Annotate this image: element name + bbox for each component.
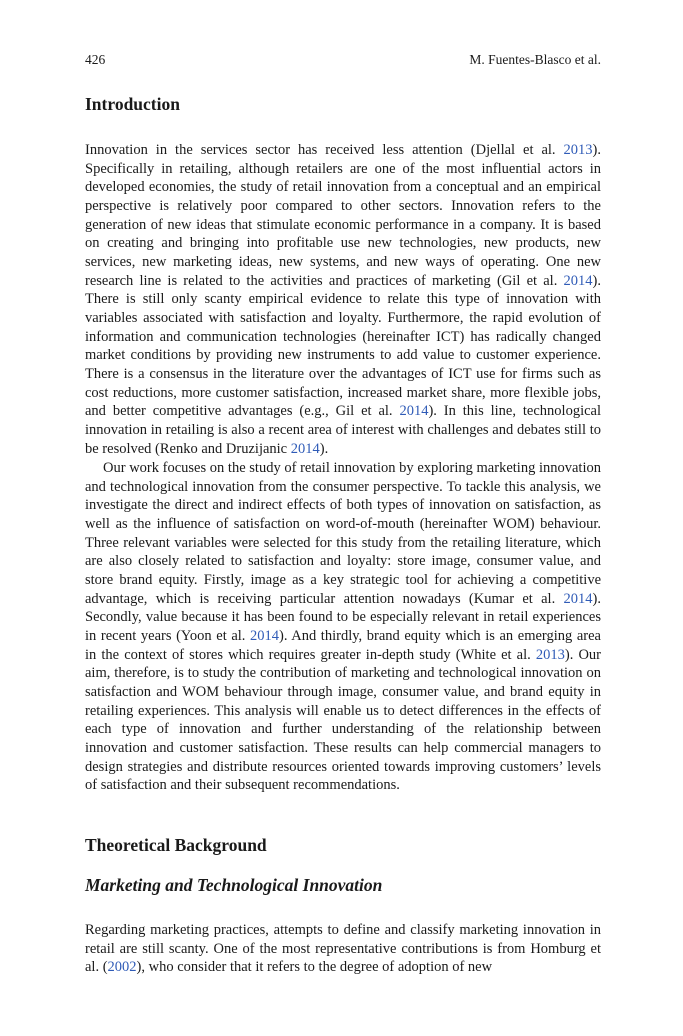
running-author: M. Fuentes-Blasco et al. (469, 52, 601, 67)
paragraph-3 (85, 921, 601, 977)
citation-link[interactable]: 2013 (535, 646, 565, 663)
citation-link[interactable]: 2014 (563, 272, 593, 289)
text-run: ). Our aim, therefore, is to study the contribution of marketing and technological innovation on satisfaction and WOM behaviour through image, consumer value, and brand equity in retailing experiences. This analysis will enable us to detect differences in the effects of each type of innovation and further understanding of the relationship between innovation and customer satisfaction. These results can help commercial managers to design strategies and distribute resources oriented towards improving customers’ levels of satisfaction and their subsequent recommendations. (85, 646, 601, 794)
subsection-title: Marketing and Technological Innovation (85, 875, 383, 895)
text-run: ). And thirdly, brand equity which is an emerging area in the context of stores which requires greater in-depth study (White et al. (85, 627, 601, 663)
citation-link[interactable]: 2013 (563, 142, 593, 158)
section-title-theoretical-background: Theoretical Background (85, 835, 267, 855)
page-number: 426 (85, 52, 106, 67)
paragraph-1 (85, 141, 601, 458)
text-run: Our work focuses on the study of retail innovation by exploring marketing innovation and technological innovation from the consumer perspective. To tackle this analysis, we investigate the direct and indirect effects of both types of innovation on satisfaction, as well as the influence of satisfaction on word-of-mouth (hereinafter WOM) behaviour. Three relevant variables were selected for this study from the retailing literature, which are also closely related to satisfaction and loyalty: store image, consumer value, and store brand equity. Firstly, image as a key strategic tool for achieving a competitive advantage, which is receiving particular attention nowadays (Kumar et al. (85, 460, 601, 607)
text-run: ), who consider that it refers to the degree of adoption of new (136, 959, 493, 976)
running-header (85, 52, 601, 72)
citation-link[interactable]: 2002 (107, 959, 137, 976)
section-title-introduction: Introduction (85, 94, 180, 114)
text-run: Innovation in the services sector has received less attention (Djellal et al. (85, 142, 564, 158)
citation-link[interactable]: 2014 (563, 590, 593, 607)
paragraph-2 (85, 459, 601, 795)
text-run: ). Secondly, value because it has been found to be especially relevant in retail experiences in recent years (Yoon et al. (85, 590, 601, 644)
text-run: ). Specifically in retailing, although retailers are one of the most influential actors in developed economies, the study of retail innovation from a conceptual and an empirical perspective is relatively poor compared to other sectors. Innovation refers to the generation of new ideas that stimulate economic performance in a company. It is based on creating and bringing into profitable use new technologies, new products, new services, new marketing ideas, new systems, and new ways of operating. One new research line is related to the activities and practices of marketing (Gil et al. (85, 142, 601, 289)
citation-link[interactable]: 2014 (399, 403, 429, 420)
text-run: ). In this line, technological innovation in retailing is also a recent area of interest with challenges and debates still to be resolved (Renko and Druzijanic (85, 403, 601, 457)
citation-link[interactable]: 2014 (250, 627, 279, 644)
citation-link[interactable]: 2014 (290, 440, 320, 457)
text-run: Regarding marketing practices, attempts to define and classify marketing innovation in retail are still scanty. One of the most representative contributions is from Homburg et al. ( (85, 922, 601, 976)
text-run: ). There is still only scanty empirical evidence to relate this type of innovation with variables associated with satisfaction and loyalty. Furthermore, the rapid evolution of information and communication technologies (hereinafter ICT) has radically changed market conditions by providing new instruments to add value to customer experience. There is a consensus in the literature over the advantages of ICT use for firms such as cost reductions, more customer satisfaction, increased market share, more flexible jobs, and better competitive advantages (e.g., Gil et al. (85, 272, 601, 420)
text-run: ). (319, 440, 329, 457)
